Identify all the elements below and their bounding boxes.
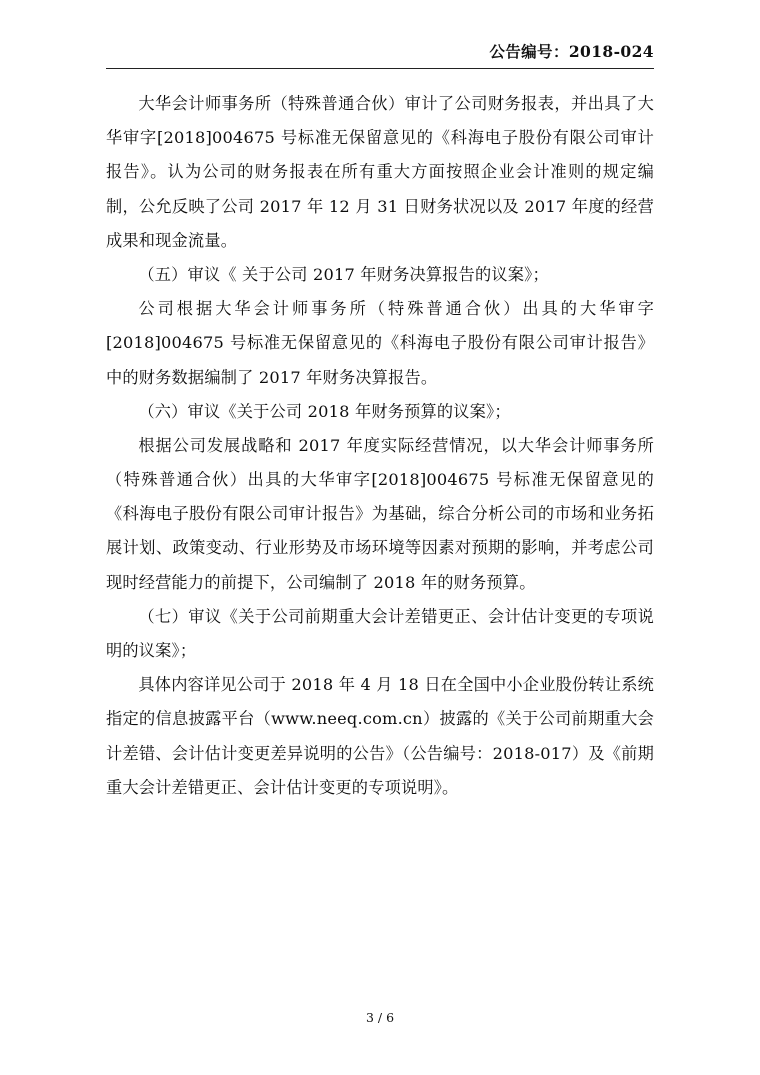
paragraph-item-six-body: 根据公司发展战略和 2017 年度实际经营情况，以大华会计师事务所（特殊普通合伙）出具的大华审字[2018]004675 号标准无保留意见的《科海电子股份有限公司审计报告》为基础，综合分析公司的市场和业务拓展计划、政策变动、行业形势及市场环境等因素对预期的影响，并考虑公司现时经营能力的前提下，公司编制了 2018 年的财务预算。: [106, 435, 654, 592]
notice-number: 公告编号：2018-024: [489, 42, 654, 61]
paragraph-audit-report: 大华会计师事务所（特殊普通合伙）审计了公司财务报表，并出具了大华审字[2018]004675 号标准无保留意见的《科海电子股份有限公司审计报告》。认为公司的财务报表在所有重大方面按照企业会计准则的规定编制，公允反映了公司 2017 年 12 月 31 日财务状况以及 2017 年度的经营成果和现金流量。: [106, 94, 654, 250]
page-number: 3 / 6: [365, 1010, 395, 1025]
paragraph-item-seven-title: （七）审议《关于公司前期重大会计差错更正、会计估计变更的专项说明的议案》；: [106, 606, 654, 660]
paragraph-item-five-body: 公司根据大华会计师事务所（特殊普通合伙）出具的大华审字[2018]004675 号标准无保留意见的《科海电子股份有限公司审计报告》中的财务数据编制了 2017 年财务决算报告。: [106, 299, 654, 387]
header-divider: [106, 68, 654, 69]
page-content: [106, 40, 654, 805]
paragraph-item-seven-body: 具体内容详见公司于 2018 年 4 月 18 日在全国中小企业股份转让系统指定的信息披露平台（www.neeq.com.cn）披露的《关于公司前期重大会计差错、会计估计变更差异说明的公告》（公告编号：2018-017）及《前期重大会计差错更正、会计估计变更的专项说明》。: [106, 675, 654, 797]
paragraph-item-five-title: （五）审议《 关于公司 2017 年财务决算报告的议案》；: [138, 264, 549, 284]
page-header: [106, 40, 654, 68]
paragraph-item-six-title: （六）审议《关于公司 2018 年财务预算的议案》；: [138, 401, 511, 421]
